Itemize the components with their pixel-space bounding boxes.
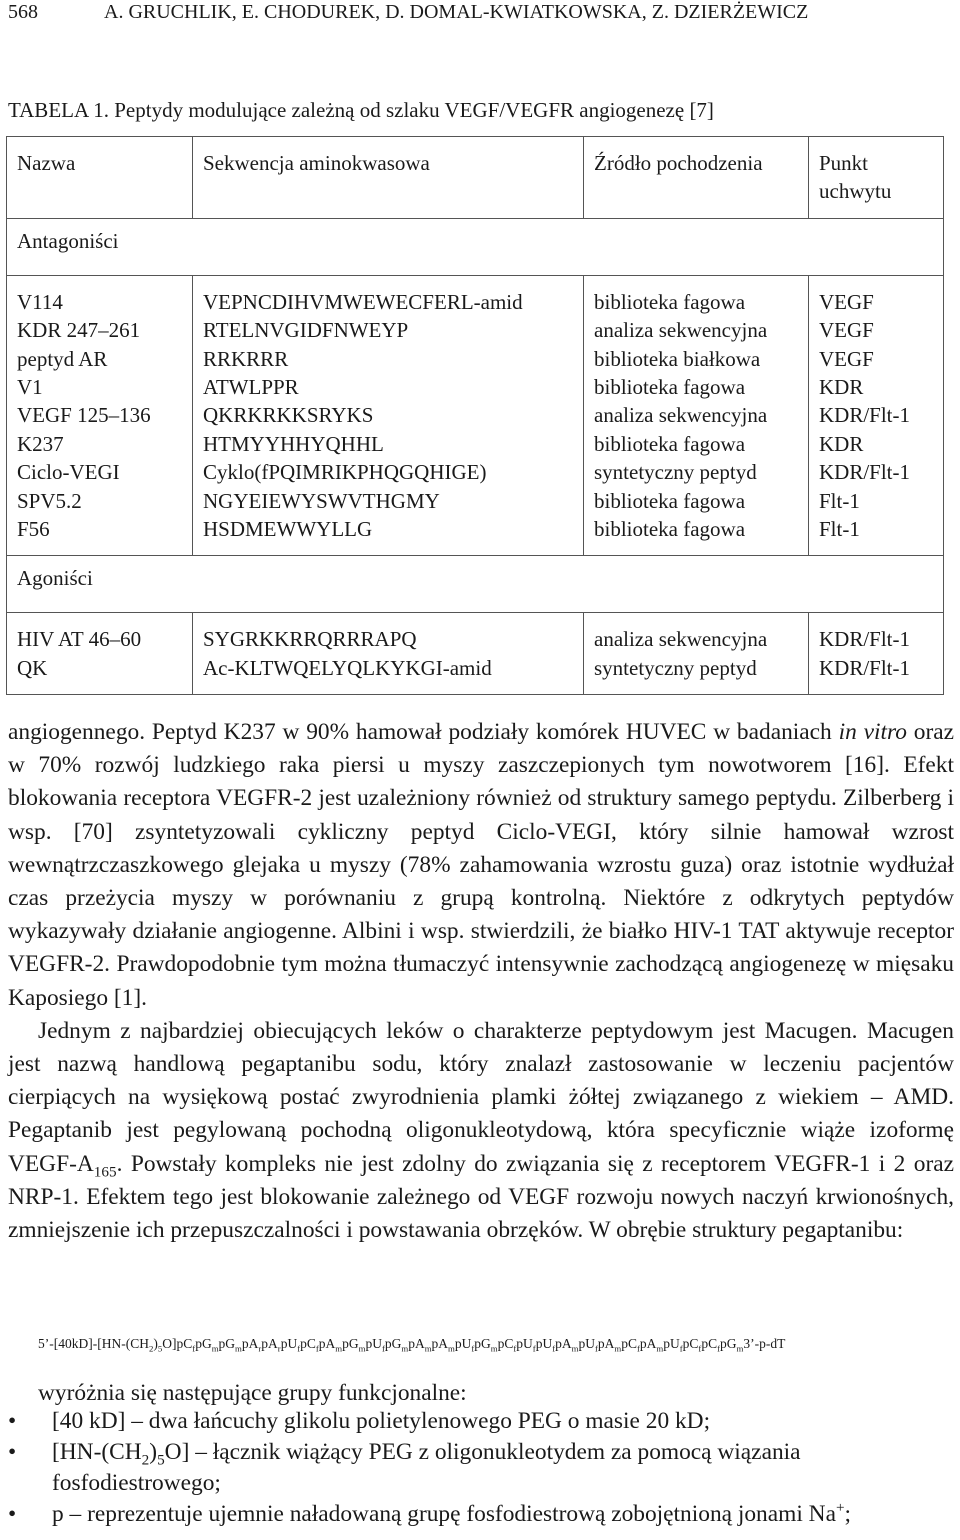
formula-unit-modifier: f: [679, 1343, 683, 1354]
cell-line: syntetyczny peptyd: [594, 460, 757, 485]
bullet-icon: •: [8, 1501, 17, 1527]
formula-unit: pC: [682, 1336, 699, 1351]
body-text: [8, 716, 954, 1247]
pegaptanib-formula: $5’-[40kD]-[HN-(CH_2)_5O]pC_fpG_mpG_mpA_rpA_rpU_fpC_fpA_mpG_mpU_fpG_mpA_mpA_mpU_fpG_mpC_fpU_fpU_fpA_mpU_fpA_mpC_fpA_mpU_fpC_fpC_fpG_m3’-p-dT$: [38, 1336, 786, 1354]
cell-line: analiza sekwencyjna: [594, 627, 768, 652]
formula-unit-modifier: f: [594, 1343, 598, 1354]
table-cell: [7, 275, 193, 556]
cell-line: KDR/Flt-1: [819, 627, 911, 652]
cell-line: VEGF 125–136: [17, 403, 151, 428]
cell-line: syntetyczny peptyd: [594, 655, 757, 680]
formula-unit-modifier: f: [315, 1343, 319, 1354]
formula-unit-modifier: m: [211, 1343, 219, 1354]
formula-unit: pU: [516, 1336, 533, 1351]
formula-unit-modifier: f: [513, 1343, 517, 1354]
peptide-table: [6, 136, 944, 695]
cell-line: Ac-KLTWQELYQLKYKGI-amid: [203, 655, 492, 680]
formula-unit: pC: [497, 1336, 514, 1351]
cell-line: F56: [17, 517, 50, 542]
formula-unit: pU: [454, 1336, 472, 1351]
formula-unit-modifier: r: [277, 1343, 281, 1354]
formula-unit: pG: [218, 1336, 236, 1351]
cell-line: V114: [17, 289, 63, 314]
formula-unit: pC: [701, 1336, 718, 1351]
formula-unit: pG: [720, 1336, 737, 1351]
cell-line: VEGF: [819, 318, 874, 343]
paragraph-2: Jednym z najbardziej obiecujących leków o charakterze peptydowym jest Macugen. Macugen jest nazwą handlową pegaptanibu sodu, który znalazł zastosowanie w leczeniu pacjentów cierpiących na wysiękową postać zwyrodnienia plamki żółtej związanego z wiekiem – AMD. Pegaptanib jest pegylowaną pochodną oligonukleotydową, która specyficznie wiąże izoformę VEGF-$A_{165}$. Powstały kompleks nie jest zdolny do związania się z receptorem VEGFR-1 i 2 oraz NRP-1. Efektem tego jest blokowanie zależnego od VEGF rozwoju nowych naczyń krwionośnych, zmniejszenie ich przepuszczalności i powstawania obrzęków. W obrębie struktury pegaptanibu:: [8, 1017, 954, 1244]
cell-line: biblioteka fagowa: [594, 517, 746, 542]
cell-line: RTELNVGIDFNWEYP: [203, 318, 409, 343]
formula-unit-modifier: m: [448, 1343, 455, 1354]
formula-units: [176, 1336, 744, 1354]
paragraph-1: angiogennego. Peptyd K237 w 90% hamował podziały komórek HUVEC w badaniach in vitro oraz w 70% rozwój ludzkiego raka piersi u myszy zaszczepionych tym nowotworem [16]. Efekt blokowania receptora VEGFR-2 jest uzależniony również od struktury samego peptydu. Zilberberg i wsp. [70] zsyntetyzowali cykliczny peptyd Ciclo-VEGI, który silnie hamował wzrost wewnątrzczaszkowego glejaka u myszy (78% zahamowania wzrostu guza) oraz istotnie wydłużał czas przeżycia myszy w porównaniu z grupą kontrolną. Niektóre z odkrytych peptydów wykazywały działanie angiogenne. Albini i wsp. stwierdzili, że białko HIV-1 TAT aktywuje receptor VEGFR-2. Prawdopodobnie tym można tłumaczyć intensywnie zachodzącą angiogenezę w mięsaku Kaposiego [1].: [8, 719, 954, 1011]
formula-unit: pG: [195, 1336, 212, 1351]
cell-line: HIV AT 46–60: [17, 627, 142, 652]
formula-unit-modifier: m: [401, 1343, 409, 1354]
formula-unit: pU: [365, 1336, 382, 1351]
cell-line: SPV5.2: [17, 488, 82, 513]
cell-line: KDR/Flt-1: [819, 655, 911, 680]
section-data-row: [7, 275, 944, 556]
table-cell: [809, 613, 944, 695]
cell-line: ATWLPPR: [203, 375, 299, 400]
cell-line: VEPNCDIHVMWEWECFERL-amid: [203, 289, 523, 314]
cell-line: biblioteka fagowa: [594, 375, 746, 400]
list-item: • [40 kD] – dwa łańcuchy glikolu polietylenowego PEG o masie 20 kD;: [8, 1406, 956, 1437]
cell-line: VEGF: [819, 346, 874, 371]
formula-unit: pC: [300, 1336, 316, 1351]
section-row: [7, 556, 944, 613]
cell-line: KDR/Flt-1: [819, 460, 911, 485]
formula-unit-modifier: m: [656, 1343, 664, 1354]
cell-line: KDR/Flt-1: [819, 403, 911, 428]
formula-unit: pA: [261, 1336, 278, 1351]
formula-unit-modifier: f: [552, 1343, 556, 1354]
formula-unit-modifier: m: [358, 1343, 366, 1354]
formula-unit-modifier: m: [490, 1343, 498, 1354]
cell-line: QK: [17, 655, 48, 680]
bullet-icon: •: [8, 1408, 17, 1434]
formula-unit: pA: [318, 1336, 336, 1351]
formula-unit: pC: [176, 1336, 193, 1351]
formula-unit-modifier: r: [258, 1343, 262, 1354]
formula-unit-modifier: f: [471, 1343, 475, 1354]
page-number: 568: [8, 1, 38, 23]
formula-unit-modifier: m: [571, 1343, 579, 1354]
formula-unit: pU: [280, 1336, 298, 1351]
formula-unit: pA: [408, 1336, 425, 1351]
formula-unit: pA: [241, 1336, 259, 1351]
cell-line: Cyklo(fPQIMRIKPHQGQHIGE): [203, 460, 487, 485]
functional-groups-list: [8, 1406, 956, 1530]
section-data-row: [7, 613, 944, 695]
cell-line: Ciclo-VEGI: [17, 460, 120, 485]
formula-unit: pU: [663, 1336, 680, 1351]
formula-unit-modifier: f: [532, 1343, 536, 1354]
table-cell: [193, 275, 584, 556]
formula-unit: pA: [639, 1336, 657, 1351]
formula-unit-modifier: m: [335, 1343, 343, 1354]
formula-unit-modifier: f: [192, 1343, 196, 1354]
list-item: • $[HN-(CH_2)_5O]$ – łącznik wiążący PEG z oligonukleotydem za pomocą wiązania fosfodiestrowego;: [8, 1439, 801, 1496]
cell-line: HSDMEWWYLLG: [203, 517, 373, 542]
formula-unit: pA: [597, 1336, 615, 1351]
table-cell: [584, 275, 809, 556]
cell-line: SYGRKKRRQRRRAPQ: [203, 627, 417, 652]
cell-line: K237: [17, 431, 64, 456]
formula-unit: pU: [535, 1336, 553, 1351]
cell-line: biblioteka fagowa: [594, 488, 746, 513]
cell-line: HTMYYHHYQHHL: [203, 431, 384, 456]
cell-line: peptyd AR: [17, 346, 108, 371]
formula-unit-modifier: m: [736, 1343, 744, 1354]
cell-line: biblioteka białkowa: [594, 346, 761, 371]
cell-line: VEGF: [819, 289, 874, 314]
column-header: Sekwencja aminokwasowa: [193, 137, 584, 219]
formula-unit-modifier: f: [698, 1343, 702, 1354]
cell-line: biblioteka fagowa: [594, 289, 746, 314]
formula-unit-modifier: f: [636, 1343, 640, 1354]
column-header: Punkt uchwytu: [809, 137, 944, 219]
cell-line: KDR 247–261: [17, 318, 141, 343]
section-title: Agoniści: [7, 556, 944, 613]
italic-term: in vitro: [838, 719, 907, 745]
cell-line: Flt-1: [819, 488, 860, 513]
formula-unit-modifier: m: [424, 1343, 432, 1354]
formula-unit: pA: [555, 1336, 572, 1351]
cell-line: analiza sekwencyjna: [594, 403, 768, 428]
cell-line: analiza sekwencyjna: [594, 318, 768, 343]
formula-unit: pG: [474, 1336, 491, 1351]
table-cell: [7, 613, 193, 695]
cell-line: Flt-1: [819, 517, 860, 542]
cell-line: KDR: [819, 375, 864, 400]
formula-unit: pU: [578, 1336, 595, 1351]
table-cell: [809, 275, 944, 556]
cell-line: NGYEIEWYSWVTHGMY: [203, 488, 440, 513]
cell-line: QKRKRKKSRYKS: [203, 403, 374, 428]
formula-unit: pA: [431, 1336, 449, 1351]
formula-unit-modifier: m: [235, 1343, 242, 1354]
formula-unit-modifier: f: [297, 1343, 301, 1354]
column-header: Źródło pochodzenia: [584, 137, 809, 219]
cell-line: RRKRRR: [203, 346, 289, 371]
table-cell: [193, 613, 584, 695]
table-cell: [584, 613, 809, 695]
formula-unit: pG: [342, 1336, 359, 1351]
authors-line: A. GRUCHLIK, E. CHODUREK, D. DOMAL-KWIATKOWSKA, Z. DZIERŻEWICZ: [104, 1, 809, 23]
cell-line: biblioteka fagowa: [594, 431, 746, 456]
running-header: [8, 0, 952, 24]
column-header: Nazwa: [7, 137, 193, 219]
list-item: • p – reprezentuje ujemnie naładowaną grupę fosfodiestrową zobojętnioną jonami Na+;: [8, 1499, 956, 1530]
cell-line: V1: [17, 375, 43, 400]
cell-line: KDR: [819, 431, 864, 456]
section-row: [7, 218, 944, 275]
formula-unit: pC: [621, 1336, 637, 1351]
bullet-icon: •: [8, 1439, 17, 1465]
formula-unit: pG: [384, 1336, 402, 1351]
formula-unit-modifier: f: [717, 1343, 721, 1354]
table-header-row: [7, 137, 944, 219]
table-caption: TABELA 1. Peptydy modulujące zależną od szlaku VEGF/VEGFR angiogenezę [7]: [8, 98, 714, 122]
section-title: Antagoniści: [7, 218, 944, 275]
isoform-subscript: 165: [93, 1163, 117, 1181]
after-formula-text: wyróżnia się następujące grupy funkcjonalne:: [38, 1380, 467, 1406]
formula-unit-modifier: m: [614, 1343, 622, 1354]
formula-unit-modifier: f: [381, 1343, 385, 1354]
